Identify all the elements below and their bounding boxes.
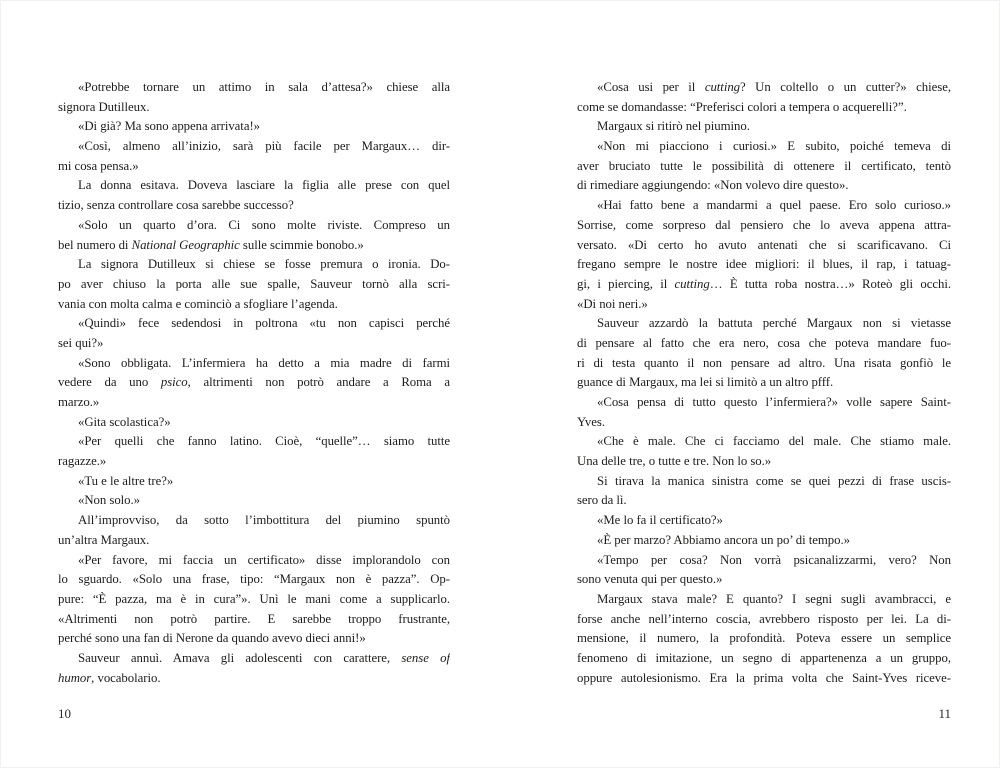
text-line: «Gita scolastica?» <box>78 414 171 429</box>
text-line: come se domandasse: “Preferisci colori a tempera o acquerelli?”. <box>577 99 907 114</box>
text-line: pure: “È pazza, ma è in cura”». Unì le mani come a supplicarlo. <box>58 591 450 606</box>
text-line: ri di testa quanto il non pensare ad altro. Una risata gonfiò le <box>577 355 951 370</box>
paragraph <box>58 472 450 492</box>
text-line: «Tempo per cosa? Non vorrà psicanalizzarmi, vero? Non <box>597 552 951 567</box>
text-line: bel numero di National Geographic sulle scimmie bonobo.» <box>58 237 364 252</box>
paragraph <box>577 314 951 393</box>
text-line: «Solo un quarto d’ora. Ci sono molte riviste. Compreso un <box>78 217 450 232</box>
text-line: Margaux si ritirò nel piumino. <box>597 119 750 134</box>
text-line: un’altra Margaux. <box>58 532 150 547</box>
text-line: Si tirava la manica sinistra come se quei pezzi di frase uscis- <box>597 473 951 488</box>
text-line: di pensare al fatto che era nero, cosa che poteva mandare fuo- <box>577 335 951 350</box>
paragraph <box>58 413 450 433</box>
paragraph <box>577 551 951 590</box>
paragraph <box>577 78 951 117</box>
page-number-left: 10 <box>58 706 71 721</box>
text-line: «Potrebbe tornare un attimo in sala d’attesa?» chiese alla <box>78 80 450 94</box>
text-line: La donna esitava. Doveva lasciare la figlia alle prese con quel <box>78 178 450 193</box>
paragraph <box>58 354 450 413</box>
paragraph <box>58 511 450 550</box>
text-line: «Cosa usi per il cutting? Un coltello o un cutter?» chiese, <box>597 80 951 94</box>
paragraph <box>58 491 450 511</box>
text-line: Yves. <box>577 414 605 429</box>
text-line: di rimediare aggiungendo: «Non volevo dire questo». <box>577 178 849 193</box>
text-line: «Me lo fa il certificato?» <box>597 513 723 528</box>
text-line: Sauveur annuì. Amava gli adolescenti con carattere, sense of <box>78 650 450 665</box>
text-line: humor, vocabolario. <box>58 670 161 685</box>
text-line: perché sono una fan di Nerone da quando avevo dieci anni!» <box>58 631 366 646</box>
text-line: signora Dutilleux. <box>58 99 150 114</box>
paragraph <box>58 137 450 176</box>
text-line: «Quindi» fece sedendosi in poltrona «tu non capisci perché <box>78 316 450 331</box>
text-line: Una delle tre, o tutte e tre. Non lo so.» <box>577 454 772 469</box>
text-line: Margaux stava male? E quanto? I segni sugli avambracci, e <box>597 591 951 606</box>
text-line: «È per marzo? Abbiamo ancora un po’ di tempo.» <box>597 532 850 547</box>
paragraph <box>58 255 450 314</box>
page-number-right: 11 <box>938 706 951 721</box>
paragraph <box>58 649 450 688</box>
paragraph <box>577 137 951 196</box>
text-line: vedere da uno psico, altrimenti non potrò andare a Roma a <box>58 375 450 390</box>
text-line: mi cosa pensa.» <box>58 158 139 173</box>
text-line: sero da lì. <box>577 493 627 508</box>
text-line: «Tu e le altre tre?» <box>78 473 174 488</box>
text-line: oppure autolesionismo. Era la prima volta che Saint-Yves riceve- <box>577 670 951 685</box>
text-line: All’improvviso, da sotto l’imbottitura del piumino spuntò <box>78 513 450 528</box>
text-line: po aver chiuso la porta alle sue spalle, Sauveur tornò alla scri- <box>58 276 450 291</box>
paragraph <box>577 393 951 432</box>
text-line: La signora Dutilleux si chiese se fosse premura o ironia. Do- <box>78 257 450 272</box>
text-line: fregano sempre le nostre idee migliori: il blues, il rap, i tatuag- <box>577 257 951 272</box>
text-line: vania con molta calma e cominciò a sfogliare l’agenda. <box>58 296 338 311</box>
paragraph <box>58 314 450 353</box>
page-left-text <box>58 78 450 688</box>
text-line: ragazze.» <box>58 454 107 469</box>
text-line: aver bruciato tutte le possibilità di ottenere il certificato, tentò <box>577 158 951 173</box>
text-line: «Per favore, mi faccia un certificato» disse implorandolo con <box>78 552 450 567</box>
text-line: fenomeno di imitazione, un segno di appartenenza a un gruppo, <box>577 650 951 665</box>
paragraph <box>58 432 450 471</box>
page-right-text <box>577 78 951 688</box>
text-line: «Cosa pensa di tutto questo l’infermiera?» volle sapere Saint- <box>597 395 951 409</box>
text-line: guance di Margaux, ma lei si limitò a un altro pfff. <box>577 375 834 390</box>
paragraph <box>577 531 951 551</box>
paragraph <box>58 176 450 215</box>
text-line: «Che è male. Che ci facciamo del male. Che stiamo male. <box>597 434 951 449</box>
text-line: tizio, senza controllare cosa sarebbe successo? <box>58 198 294 213</box>
text-line: sei qui?» <box>58 335 104 350</box>
text-line: versato. «Di certo ho avuto antenati che si scarificavano. Ci <box>577 237 951 252</box>
text-line: «Di noi neri.» <box>577 296 648 311</box>
text-line: mensione, il numero, la profondità. Poteva essere un semplice <box>577 631 951 646</box>
paragraph <box>577 472 951 511</box>
paragraph <box>58 216 450 255</box>
text-line: sono venuta qui per questo.» <box>577 572 723 587</box>
text-line: «Hai fatto bene a mandarmi a quel paese. Ero solo curioso.» <box>597 198 951 213</box>
paragraph <box>58 78 450 117</box>
paragraph <box>58 117 450 137</box>
text-line: «Per quelli che fanno latino. Cioè, “quelle”… siamo tutte <box>78 434 450 449</box>
text-line: forse anche nell’interno coscia, avrebbero risposto per lei. La di- <box>577 611 951 626</box>
paragraph <box>577 590 951 688</box>
text-line: «Non solo.» <box>78 493 141 508</box>
text-line: «Sono obbligata. L’infermiera ha detto a mia madre di farmi <box>78 355 450 370</box>
text-line: Sorrise, come sorpreso dal pensiero che lo aveva appena attra- <box>577 217 951 232</box>
paragraph <box>577 117 951 137</box>
text-line: «Non mi piacciono i curiosi.» E subito, poiché temeva di <box>597 139 951 154</box>
text-line: marzo.» <box>58 395 100 409</box>
paragraph <box>58 551 450 649</box>
text-line: «Di già? Ma sono appena arrivata!» <box>78 119 261 134</box>
text-line: «Altrimenti non potrò partire. E sarebbe troppo frustrante, <box>58 611 450 626</box>
paragraph <box>577 511 951 531</box>
text-line: Sauveur azzardò la battuta perché Margaux non si vietasse <box>597 316 951 331</box>
text-line: lo sguardo. «Solo una frase, tipo: “Margaux non è pazza”. Op- <box>58 572 450 587</box>
text-line: «Così, almeno all’inizio, sarà più facile per Margaux… dir- <box>78 139 450 154</box>
paragraph <box>577 196 951 314</box>
paragraph <box>577 432 951 471</box>
text-line: gi, i piercing, il cutting… È tutta roba nostra…» Roteò gli occhi. <box>577 276 951 291</box>
